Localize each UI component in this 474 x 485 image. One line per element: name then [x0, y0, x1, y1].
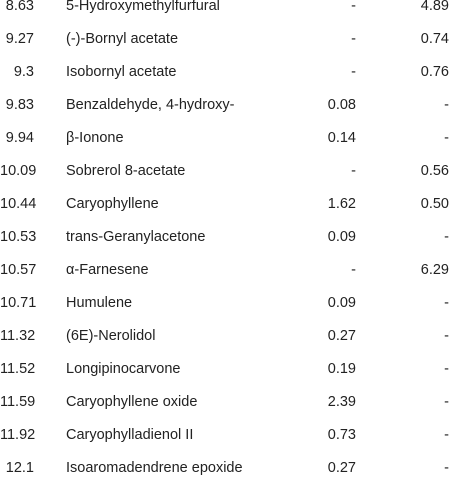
value-column-2-cell: 4.89	[420, 0, 449, 14]
table-row	[0, 155, 474, 188]
table-row	[0, 353, 474, 386]
value-column-2-cell: 0.76	[420, 64, 449, 80]
table-row	[0, 122, 474, 155]
table-row	[0, 0, 474, 23]
value-column-2-cell: -	[444, 427, 449, 443]
retention-time-cell: 12.1	[5, 460, 34, 476]
compound-name-cell: β-Ionone	[66, 130, 124, 146]
value-column-2-cell: -	[444, 361, 449, 377]
compound-name-cell: (6E)-Nerolidol	[66, 328, 156, 344]
table-row	[0, 386, 474, 419]
value-column-2-cell: -	[444, 97, 449, 113]
compound-name-cell: α-Farnesene	[66, 262, 149, 278]
table-row	[0, 419, 474, 452]
table-row	[0, 89, 474, 122]
table-row	[0, 56, 474, 89]
value-column-1-cell: -	[351, 163, 356, 179]
retention-time-cell: 9.27	[5, 31, 34, 47]
value-column-2-cell: 0.50	[420, 196, 449, 212]
value-column-1-cell: 0.08	[327, 97, 356, 113]
retention-time-cell: 11.52	[0, 361, 36, 377]
value-column-2-cell: -	[444, 328, 449, 344]
value-column-2-cell: -	[444, 394, 449, 410]
value-column-1-cell: 0.27	[327, 460, 356, 476]
table-row	[0, 221, 474, 254]
value-column-2-cell: -	[444, 460, 449, 476]
compound-name-cell: Longipinocarvone	[66, 361, 181, 377]
compound-name-cell: Benzaldehyde, 4-hydroxy-	[66, 97, 235, 113]
value-column-1-cell: 0.19	[327, 361, 356, 377]
value-column-1-cell: -	[351, 31, 356, 47]
value-column-1-cell: 0.73	[327, 427, 356, 443]
value-column-2-cell: -	[444, 229, 449, 245]
value-column-2-cell: 0.74	[420, 31, 449, 47]
value-column-2-cell: 6.29	[420, 262, 449, 278]
retention-time-cell: 8.63	[5, 0, 34, 14]
value-column-1-cell: 0.09	[327, 229, 356, 245]
table-row	[0, 452, 474, 485]
value-column-2-cell: -	[444, 130, 449, 146]
value-column-1-cell: -	[351, 262, 356, 278]
compound-name-cell: Caryophyllene	[66, 196, 159, 212]
table-row	[0, 287, 474, 320]
compound-name-cell: Caryophyllene oxide	[66, 394, 198, 410]
retention-time-cell: 10.57	[0, 262, 37, 278]
table-row	[0, 320, 474, 353]
value-column-1-cell: -	[351, 0, 356, 14]
table-row	[0, 23, 474, 56]
value-column-2-cell: -	[444, 295, 449, 311]
compound-name-cell: Isobornyl acetate	[66, 64, 177, 80]
table-row	[0, 188, 474, 221]
value-column-1-cell: 2.39	[327, 394, 356, 410]
value-column-1-cell: 0.27	[327, 328, 356, 344]
compound-name-cell: Humulene	[66, 295, 133, 311]
compound-name-cell: Caryophylladienol II	[66, 427, 194, 443]
retention-time-cell: 9.83	[5, 97, 34, 113]
retention-time-cell: 11.92	[0, 427, 36, 443]
retention-time-cell: 9.3	[13, 64, 34, 80]
value-column-1-cell: 1.62	[327, 196, 356, 212]
compound-name-cell: 5-Hydroxymethylfurfural	[66, 0, 220, 14]
value-column-1-cell: -	[351, 64, 356, 80]
retention-time-cell: 9.94	[5, 130, 34, 146]
retention-time-cell: 10.44	[0, 196, 37, 212]
retention-time-cell: 11.32	[0, 328, 36, 344]
retention-time-cell: 11.59	[0, 394, 36, 410]
compound-name-cell: (-)-Bornyl acetate	[66, 31, 179, 47]
table-row	[0, 254, 474, 287]
retention-time-cell: 10.53	[0, 229, 37, 245]
compound-name-cell: Isoaromadendrene epoxide	[66, 460, 243, 476]
retention-time-cell: 10.71	[0, 295, 37, 311]
compound-name-cell: trans-Geranylacetone	[66, 229, 206, 245]
value-column-2-cell: 0.56	[420, 163, 449, 179]
value-column-1-cell: 0.14	[327, 130, 356, 146]
compound-name-cell: Sobrerol 8-acetate	[66, 163, 186, 179]
retention-time-cell: 10.09	[0, 163, 37, 179]
value-column-1-cell: 0.09	[327, 295, 356, 311]
